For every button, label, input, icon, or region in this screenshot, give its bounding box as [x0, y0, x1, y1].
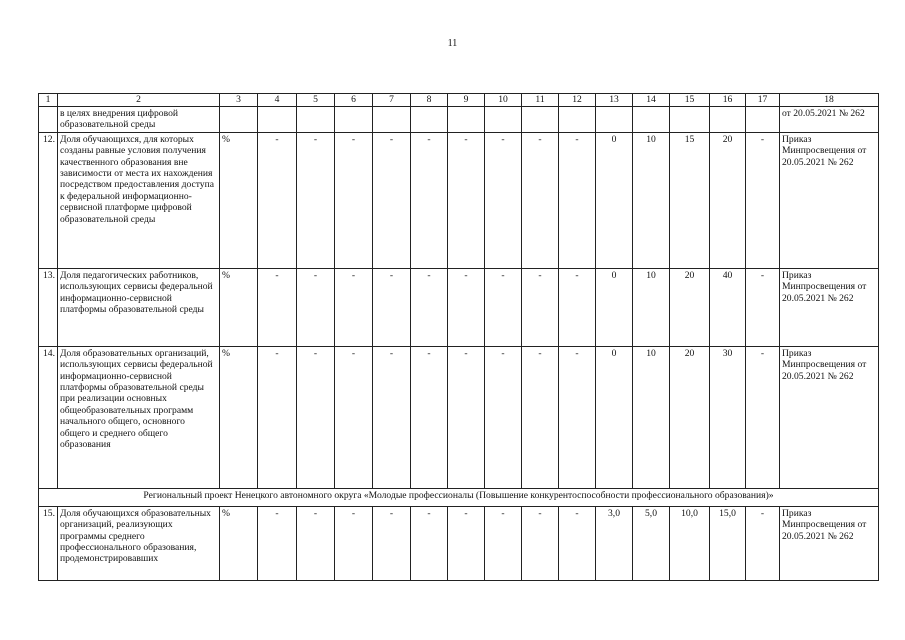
- value-cell: 3,0: [596, 506, 633, 580]
- unit-cell: %: [220, 132, 258, 268]
- row-index: 12.: [39, 132, 58, 268]
- value-cell: -: [258, 346, 297, 488]
- value-cell: -: [411, 506, 448, 580]
- unit-cell: %: [220, 346, 258, 488]
- col-header: 16: [710, 94, 746, 107]
- section-row: [39, 488, 879, 506]
- value-cell: -: [335, 268, 373, 346]
- col-header: 6: [335, 94, 373, 107]
- value-cell: -: [297, 132, 335, 268]
- col-header: 14: [633, 94, 670, 107]
- value-cell: 20: [710, 132, 746, 268]
- indicators-table: [38, 93, 879, 581]
- indicator-source: от 20.05.2021 № 262: [780, 107, 879, 133]
- value-cell: -: [448, 132, 485, 268]
- value-cell: 10: [633, 132, 670, 268]
- value-cell: 10: [633, 268, 670, 346]
- value-cell: -: [335, 132, 373, 268]
- value-cell: -: [335, 346, 373, 488]
- value-cell: -: [373, 268, 411, 346]
- indicator-source: Приказ Минпросвещения от 20.05.2021 № 262: [780, 268, 879, 346]
- col-header: 5: [297, 94, 335, 107]
- table-row: [39, 268, 879, 346]
- value-cell: -: [559, 268, 596, 346]
- value-cell: -: [297, 268, 335, 346]
- col-header: 12: [559, 94, 596, 107]
- row-index: 14.: [39, 346, 58, 488]
- value-cell: 0: [596, 346, 633, 488]
- table-row: [39, 132, 879, 268]
- value-cell: -: [522, 506, 559, 580]
- row-index: [39, 107, 58, 133]
- value-cell: 10,0: [670, 506, 710, 580]
- value-cell: -: [411, 346, 448, 488]
- value-cell: -: [746, 346, 780, 488]
- value-cell: 15: [670, 132, 710, 268]
- table-row: [39, 506, 879, 580]
- col-header: 9: [448, 94, 485, 107]
- value-cell: 10: [633, 346, 670, 488]
- row-index: 13.: [39, 268, 58, 346]
- value-cell: -: [559, 346, 596, 488]
- col-header: 7: [373, 94, 411, 107]
- page-number: 11: [447, 38, 458, 49]
- col-header: 11: [522, 94, 559, 107]
- value-cell: -: [297, 346, 335, 488]
- value-cell: -: [373, 346, 411, 488]
- unit-cell: %: [220, 268, 258, 346]
- indicator-name: Доля образовательных организаций, использующих сервисы федеральной информационно-сервисной платформы образовательной среды при реализации основных общеобразовательных программ начального общего, основного общего и среднего общего образования: [58, 346, 220, 488]
- value-cell: -: [485, 268, 522, 346]
- indicator-source: Приказ Минпросвещения от 20.05.2021 № 262: [780, 506, 879, 580]
- col-header: 10: [485, 94, 522, 107]
- value-cell: 0: [596, 132, 633, 268]
- value-cell: 5,0: [633, 506, 670, 580]
- value-cell: -: [297, 506, 335, 580]
- indicator-name: Доля педагогических работников, использующих сервисы федеральной информационно-сервисной платформы образовательной среды: [58, 268, 220, 346]
- value-cell: 20: [670, 346, 710, 488]
- value-cell: -: [411, 132, 448, 268]
- col-header: 1: [39, 94, 58, 107]
- value-cell: -: [448, 346, 485, 488]
- value-cell: -: [746, 506, 780, 580]
- col-header: 8: [411, 94, 448, 107]
- col-header: 2: [58, 94, 220, 107]
- value-cell: -: [258, 132, 297, 268]
- col-header: 15: [670, 94, 710, 107]
- indicator-name: Доля обучающихся образовательных организаций, реализующих программы среднего профессионального образования, продемонстрировавших: [58, 506, 220, 580]
- col-header: 3: [220, 94, 258, 107]
- value-cell: -: [746, 132, 780, 268]
- value-cell: -: [559, 132, 596, 268]
- value-cell: -: [485, 132, 522, 268]
- value-cell: -: [559, 506, 596, 580]
- value-cell: -: [335, 506, 373, 580]
- value-cell: -: [373, 132, 411, 268]
- value-cell: -: [485, 346, 522, 488]
- value-cell: -: [522, 346, 559, 488]
- value-cell: -: [258, 268, 297, 346]
- value-cell: -: [448, 506, 485, 580]
- header-row: [39, 94, 879, 107]
- value-cell: -: [258, 506, 297, 580]
- indicator-source: Приказ Минпросвещения от 20.05.2021 № 262: [780, 346, 879, 488]
- col-header: 18: [780, 94, 879, 107]
- col-header: 13: [596, 94, 633, 107]
- unit-cell: %: [220, 506, 258, 580]
- indicator-name: Доля обучающихся, для которых созданы равные условия получения качественного образования вне зависимости от места их нахождения посредством предоставления доступа к федеральной информационно-сервисной платформе цифровой образовательной среды: [58, 132, 220, 268]
- indicator-source: Приказ Минпросвещения от 20.05.2021 № 262: [780, 132, 879, 268]
- section-title: Региональный проект Ненецкого автономного округа «Молодые профессионалы (Повышение конкурентоспособности профессионального образования)»: [39, 488, 879, 506]
- value-cell: -: [373, 506, 411, 580]
- value-cell: -: [485, 506, 522, 580]
- value-cell: -: [522, 268, 559, 346]
- value-cell: -: [746, 268, 780, 346]
- value-cell: -: [448, 268, 485, 346]
- value-cell: 0: [596, 268, 633, 346]
- value-cell: 15,0: [710, 506, 746, 580]
- value-cell: 20: [670, 268, 710, 346]
- col-header: 4: [258, 94, 297, 107]
- value-cell: 30: [710, 346, 746, 488]
- continuation-row: [39, 107, 879, 133]
- value-cell: 40: [710, 268, 746, 346]
- indicator-name: в целях внедрения цифровой образовательной среды: [58, 107, 220, 133]
- table-row: [39, 346, 879, 488]
- col-header: 17: [746, 94, 780, 107]
- value-cell: -: [411, 268, 448, 346]
- row-index: 15.: [39, 506, 58, 580]
- value-cell: -: [522, 132, 559, 268]
